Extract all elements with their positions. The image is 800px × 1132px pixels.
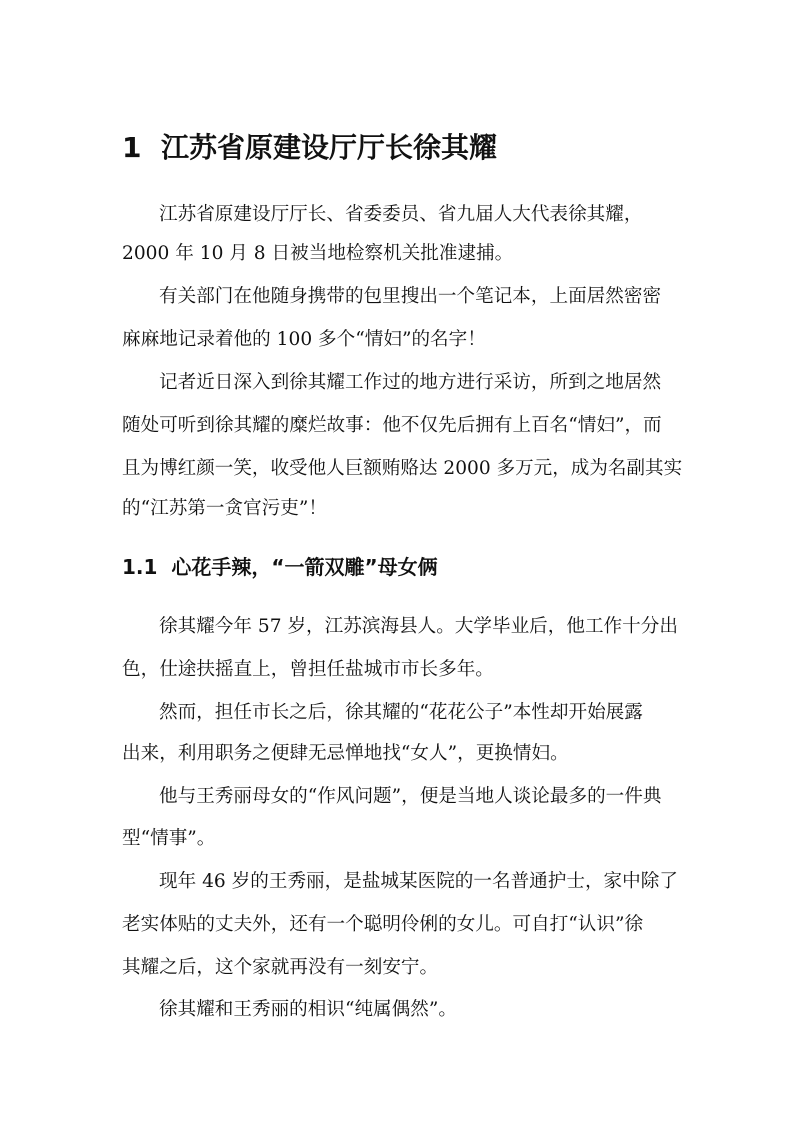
paragraph-line: 江苏省原建设厅厅长、省委委员、省九届人大代表徐其耀， bbox=[159, 204, 643, 225]
paragraph-line: 老实体贴的丈夫外，还有一个聪明伶俐的女儿。可自打“认识”徐 bbox=[122, 914, 644, 935]
section-title: 江苏省原建设厅厅长徐其耀 bbox=[160, 131, 497, 164]
paragraph-line: 他与王秀丽母女的“作风问题”，便是当地人谈论最多的一件典 bbox=[159, 786, 662, 807]
paragraph-line: 徐其耀今年 57 岁，江苏滨海县人。大学毕业后，他工作十分出 bbox=[159, 616, 678, 637]
paragraph-line: 记者近日深入到徐其耀工作过的地方进行采访，所到之地居然 bbox=[159, 372, 662, 393]
paragraph-line: 型“情事”。 bbox=[122, 828, 216, 849]
subsection-title: 心花手辣，“一箭双雕”母女俩 bbox=[171, 555, 438, 579]
paragraph-line: 色，仕途扶摇直上，曾担任盐城市市长多年。 bbox=[122, 659, 494, 680]
section-heading-1 bbox=[122, 131, 497, 165]
paragraph-line: 且为博红颜一笑，收受他人巨额贿赂达 2000 多万元，成为名副其实 bbox=[122, 458, 683, 479]
paragraph-line: 徐其耀和王秀丽的相识“纯属偶然”。 bbox=[159, 999, 457, 1020]
paragraph-line: 麻麻地记录着他的 100 多个“情妇”的名字！ bbox=[122, 329, 486, 350]
subsection-number: 1.1 bbox=[122, 555, 158, 579]
paragraph-line: 有关部门在他随身携带的包里搜出一个笔记本，上面居然密密 bbox=[159, 286, 662, 307]
paragraph-line: 其耀之后，这个家就再没有一刻安宁。 bbox=[122, 957, 439, 978]
paragraph-line: 随处可听到徐其耀的糜烂故事：他不仅先后拥有上百名“情妇”，而 bbox=[122, 415, 662, 436]
paragraph-line: 2000 年 10 月 8 日被当地检察机关批准逮捕。 bbox=[122, 243, 514, 264]
section-heading-2 bbox=[122, 554, 438, 580]
paragraph-line: 出来，利用职务之便肆无忌惮地找“女人”，更换情妇。 bbox=[122, 743, 569, 764]
paragraph-line: 的“江苏第一贪官污吏”！ bbox=[122, 498, 327, 519]
paragraph-line: 现年 46 岁的王秀丽，是盐城某医院的一名普通护士，家中除了 bbox=[159, 871, 678, 892]
paragraph-line: 然而，担任市长之后，徐其耀的“花花公子”本性却开始展露 bbox=[159, 702, 643, 723]
section-number: 1 bbox=[122, 131, 142, 164]
